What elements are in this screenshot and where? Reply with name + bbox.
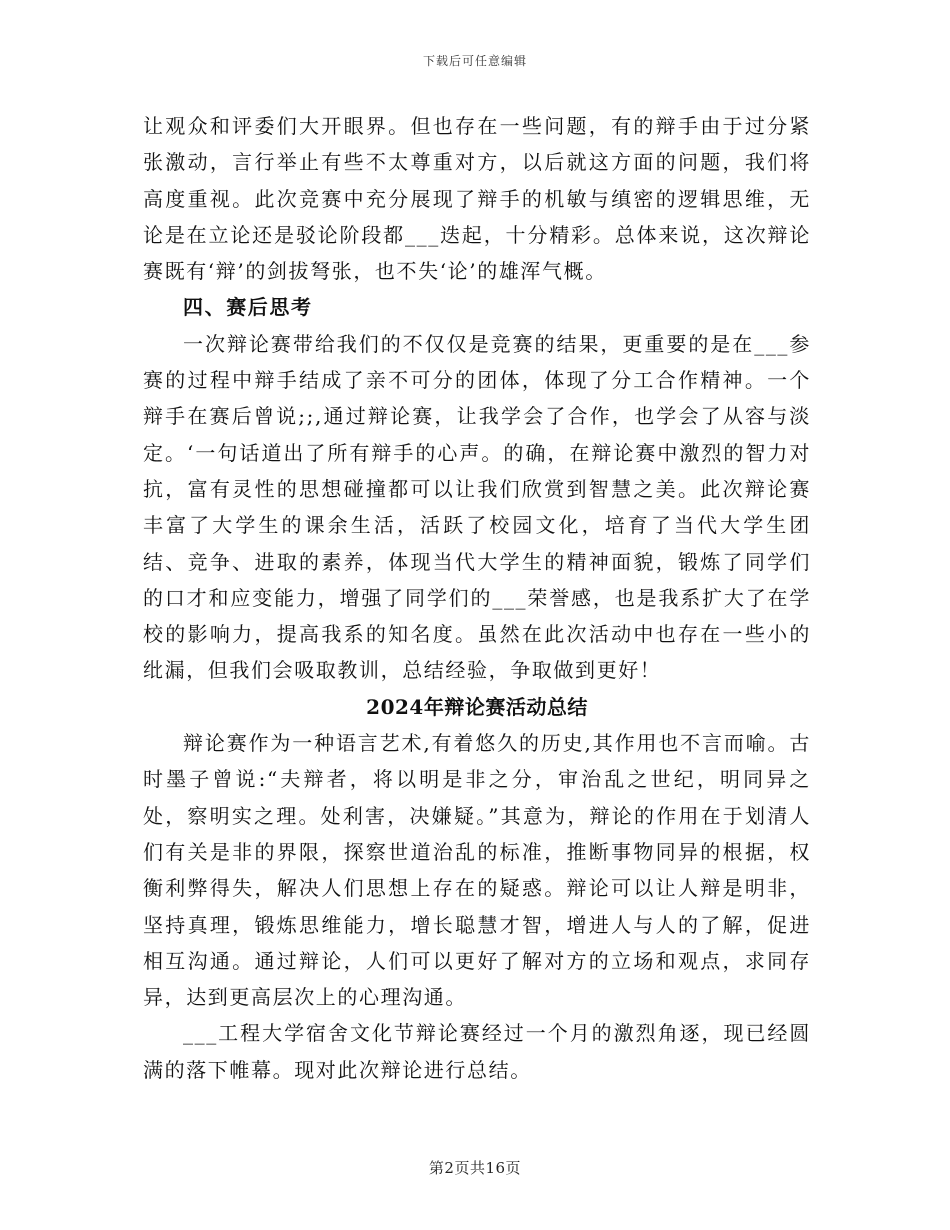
section-paragraph: 一次辩论赛带给我们的不仅仅是竞赛的结果，更重要的是在___参赛的过程中辩手结成了亲不可分的团体，体现了分工合作精神。一个辩手在赛后曾说;;,通过辩论赛，让我学会了合作，也学会了从容与淡定。‘一句话道出了所有辩手的心声。的确，在辩论赛中激烈的智力对抗，富有灵性的思想碰撞都可以让我们欣赏到智慧之美。此次辩论赛丰富了大学生的课余生活，活跃了校园文化，培育了当代大学生团结、竞争、进取的素养，体现当代大学生的精神面貌，锻炼了同学们的口才和应变能力，增强了同学们的___荣誉感，也是我系扩大了在学校的影响力，提高我系的知名度。虽然在此次活动中也存在一些小的纰漏，但我们会吸取教训，总结经验，争取做到更好！	[143, 331, 811, 683]
section-heading: 四、赛后思考	[183, 295, 313, 320]
document-body	[143, 108, 811, 1088]
continued-paragraph: 让观众和评委们大开眼界。但也存在一些问题，有的辩手由于过分紧张激动，言行举止有些不太尊重对方，以后就这方面的问题，我们将高度重视。此次竞赛中充分展现了辩手的机敏与缜密的逻辑思维，无论是在立论还是驳论阶段都___迭起，十分精彩。总体来说，这次辩论赛既有‘辩’的剑拔弩张，也不失‘论’的雄浑气概。	[143, 114, 811, 284]
page-number: 第2页共16页	[428, 1159, 522, 1177]
summary-paragraph: ___工程大学宿舍文化节辩论赛经过一个月的激烈角逐，现已经圆满的落下帷幕。现对此次辩论进行总结。	[143, 1021, 811, 1082]
document-title: 2024年辩论赛活动总结	[366, 694, 588, 719]
intro-paragraph: 辩论赛作为一种语言艺术,有着悠久的历史,其作用也不言而喻。古时墨子曾说:“夫辩者，将以明是非之分，审治乱之世纪，明同异之处，察明实之理。处利害，决嫌疑。”其意为，辩论的作用在于划清人们有关是非的界限，探察世道治乱的标准，推断事物同异的根据，权衡利弊得失，解决人们思想上存在的疑惑。辩论可以让人辩是明非，坚持真理，锻炼思维能力，增长聪慧才智，增进人与人的了解，促进相互沟通。通过辩论，人们可以更好了解对方的立场和观点，求同存异，达到更高层次上的心理沟通。	[143, 731, 811, 1010]
header-note: 下载后可任意编辑	[422, 54, 527, 68]
